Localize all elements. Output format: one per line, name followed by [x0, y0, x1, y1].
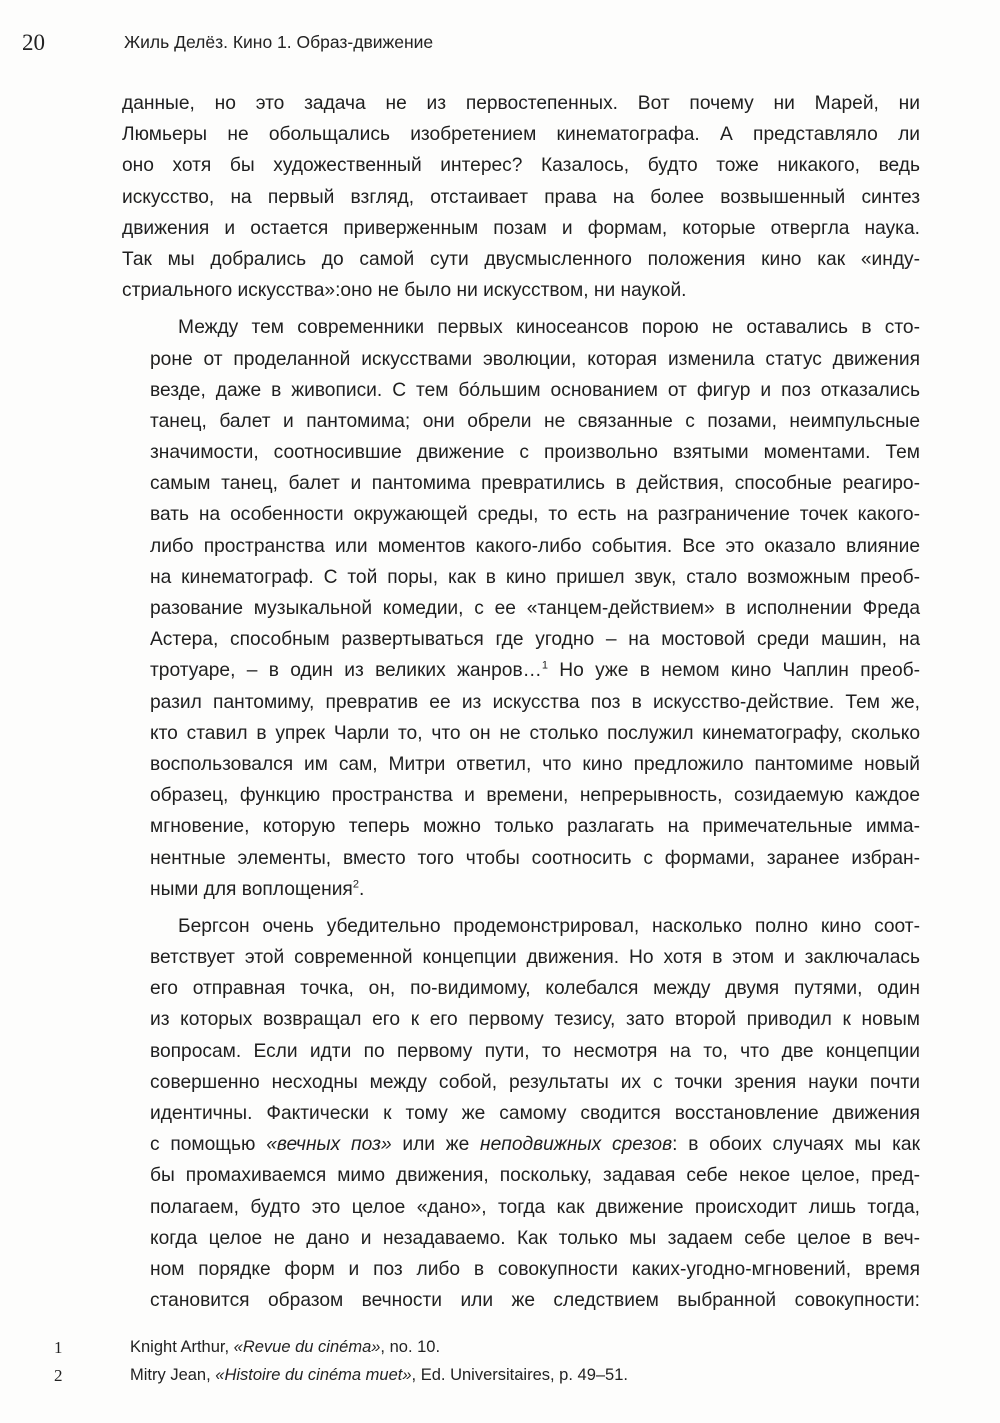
footnote-author: Mitry Jean,	[130, 1366, 216, 1384]
text-line: кто ставил в упрек Чарли то, что он не столько послужил кинематографу, сколько	[150, 722, 920, 744]
text-line: нентные элементы, вместо того чтобы соотносить с формами, заранее избран-	[150, 847, 920, 869]
footnotes	[0, 1338, 1000, 1394]
text-line: образец, функцию пространства и времени, непрерывность, созидаемую каждое	[150, 785, 920, 807]
text-line: значимости, соотносившие движение с произвольно взятыми моментами. Тем	[150, 442, 920, 464]
text-line: мгновение, которую теперь можно только разлагать на примечательные имма-	[150, 816, 920, 838]
footnote-details: , no. 10.	[380, 1338, 441, 1356]
text-line: совершенно несходны между собой, результаты их с точки зрения науки почти	[150, 1071, 920, 1093]
text-line: оно хотя бы художественный интерес? Казалось, будто тоже никакого, ведь	[122, 155, 920, 177]
italic-term: «вечных поз»	[266, 1134, 392, 1156]
text-line: роне от проделанной искусствами эволюции, которая изменила статус движения	[150, 348, 920, 370]
page-number: 20	[22, 30, 45, 55]
footnote-title: «Revue du cinéma»	[233, 1338, 381, 1356]
text-line: данные, но это задача не из первостепенных. Вот почему ни Марей, ни	[122, 93, 920, 114]
text-line: воспользовался им сам, Митри ответил, что кино предложило пантомиме новый	[150, 753, 920, 775]
text-line: разование музыкальной комедии, с ее «танцем-действием» в исполнении Фреда	[150, 598, 920, 619]
running-title: Жиль Делёз. Кино 1. Образ-движение	[124, 32, 434, 52]
text-fragment: : в обоих случаях мы как	[672, 1134, 920, 1156]
text-fragment: или же	[391, 1134, 481, 1156]
text-line: искусство, на первый взгляд, отстаивает права на более возвышенный синтез	[122, 186, 920, 208]
text-line: Между тем современники первых киносеансов порою не оставались в сто-	[178, 317, 920, 339]
text-line: везде, даже в живописи. С тем бóльшим основанием от фигур и поз отказались	[150, 379, 920, 401]
paragraph-3	[122, 911, 920, 1316]
text-fragment: ными для воплощения	[150, 878, 353, 900]
footnote-details: , Ed. Universitaires, p. 49–51.	[411, 1366, 628, 1384]
text-line: ветствует этой современной концепции движения. Но хотя в этом и заключалась	[150, 947, 920, 969]
text-line: идентичны. Фактически к тому же самому сводится восстановление движения	[150, 1103, 920, 1124]
text-line: из которых возвращал его к его первому тезису, зато второй приводил к новым	[150, 1009, 920, 1031]
text-line: разил пантомиму, превратив ее из искусства поз в искусство-действие. Тем же,	[150, 691, 920, 713]
footnote-number: 2	[54, 1366, 63, 1385]
text-line: либо пространства или моментов какого-либо события. Все это оказало влияние	[150, 535, 920, 557]
footnote-2	[0, 1366, 1000, 1394]
footnote-author: Knight Arthur,	[130, 1338, 234, 1356]
text-line: вать на особенности окружающей среды, то есть на разграничение точек какого-	[150, 504, 920, 526]
italic-term: неподвижных срезов	[480, 1134, 673, 1156]
footnote-number: 1	[54, 1338, 63, 1357]
text-line: бы промахиваемся мимо движения, поскольку, задавая себе некое целое, пред-	[150, 1165, 920, 1187]
text-line: самым танец, балет и пантомима превратились в действия, способные реагиро-	[150, 473, 920, 495]
main-text	[122, 88, 920, 1316]
text-line: полагаем, будто это целое «дано», тогда как движение происходит лишь тогда,	[150, 1196, 920, 1218]
paragraph-2	[122, 312, 920, 905]
text-line: Бергсон очень убедительно продемонстрировал, насколько полно кино соот-	[178, 915, 920, 937]
footnote-text	[130, 1338, 440, 1357]
footnote-title: «Histoire du cinéma muet»	[215, 1366, 412, 1384]
text-line-with-footnote	[122, 655, 920, 686]
text-fragment: .	[358, 878, 365, 900]
text-line: Астера, способным развертываться где угодно – на мостовой среди машин, на	[150, 629, 920, 651]
text-line: танец, балет и пантомима; они обрели не связанные с позами, неимпульсные	[150, 410, 920, 432]
text-fragment: Но уже в немом кино Чаплин преоб-	[559, 660, 920, 682]
paragraph-1	[122, 88, 920, 306]
footnote-ref-1[interactable]: 1	[541, 659, 548, 672]
text-line: Люмьеры не обольщались изобретением кинематографа. А представляло ли	[122, 124, 920, 146]
text-line: вопросам. Если идти по первому пути, то несмотря на то, что две концепции	[150, 1040, 920, 1062]
text-line: стриального искусства»:оно не было ни искусством, ни наукой.	[122, 280, 687, 302]
text-fragment: с помощью	[150, 1134, 267, 1156]
footnote-ref-2[interactable]: 2	[352, 878, 359, 891]
text-line: ном порядке форм и поз либо в совокупности каких-угодно-мгновений, время	[150, 1258, 920, 1280]
running-head	[0, 30, 1000, 60]
text-line-with-italics	[122, 1129, 920, 1160]
text-line: движения и остается приверженным позам и формам, которые отвергла наука.	[122, 217, 920, 239]
text-fragment: тротуаре, – в один из великих жанров…	[150, 660, 542, 682]
text-line-with-footnote	[122, 874, 920, 905]
footnote-text	[130, 1366, 628, 1385]
text-line: на кинематограф. С той поры, как в кино пришел звук, стало возможным преоб-	[150, 566, 920, 588]
text-line: становится образом вечности или же следствием выбранной совокупности:	[150, 1290, 920, 1312]
text-line: Так мы добрались до самой сути двусмысленного положения кино как «инду-	[122, 248, 920, 270]
footnote-1	[0, 1338, 1000, 1366]
text-line: когда целое не дано и незадаваемо. Как только мы задаем себе целое в веч-	[150, 1227, 920, 1249]
text-line: его отправная точка, он, по-видимому, колебался между двумя путями, один	[150, 978, 920, 1000]
